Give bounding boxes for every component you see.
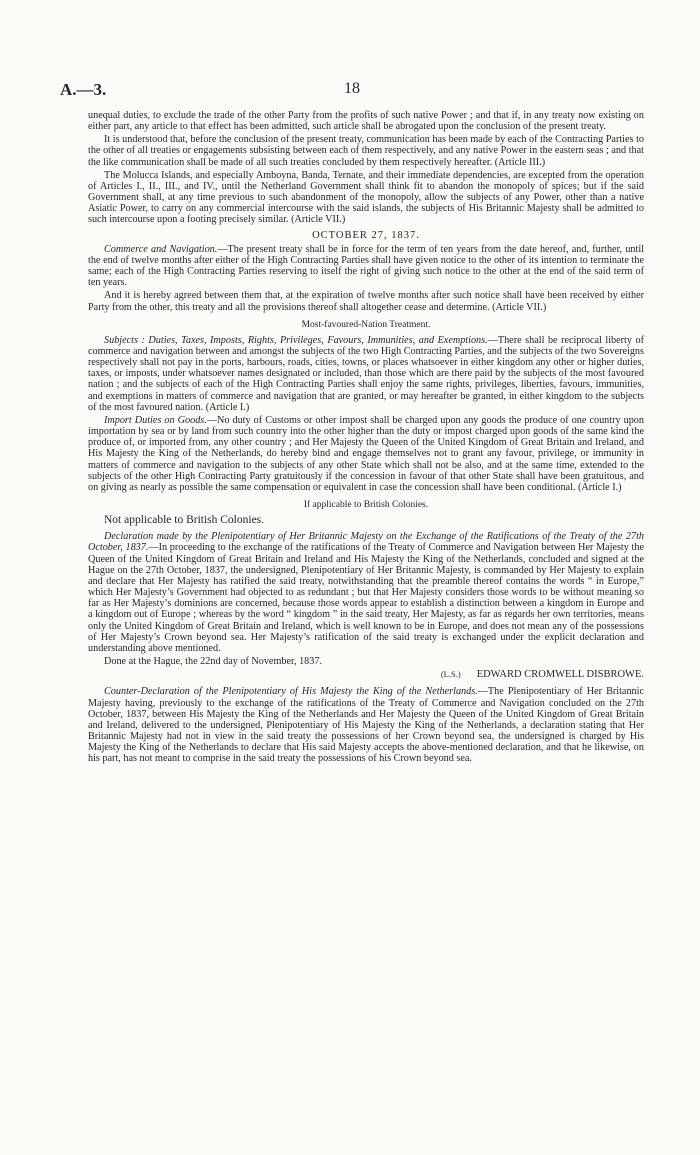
declaration-lead: Declaration made by the Plenipotentiary of Her Britannic Majesty on the Exchange of the Ratifications of the Treaty of the 27th October, 1837.	[88, 531, 644, 554]
paragraph-done-at: Done at the Hague, the 22nd day of November, 1837.	[104, 656, 322, 668]
document-reference: A.—3.	[60, 80, 107, 99]
section-heading-colonies: If applicable to British Colonies.	[303, 500, 429, 510]
subjects-lead: Subjects : Duties, Taxes, Imposts, Rights, Privileges, Favours, Immunities, and Exemptions.	[104, 334, 488, 346]
seal-mark: (L.S.)	[440, 669, 461, 680]
paragraph-continuation: unequal duties, to exclude the trade of the other Party from the profits of such native Power ; and that if, in any treaty now existing on either part, any article to that effect has been admitted, such article shall be abrogated upon the conclusion of the present treaty.	[88, 110, 644, 133]
page-header	[60, 80, 640, 104]
paragraph-commerce-navigation	[88, 244, 644, 289]
counter-declaration-lead: Counter-Declaration of the Plenipotentiary of His Majesty the King of the Netherlands.	[104, 686, 478, 698]
commerce-lead: Commerce and Navigation.	[104, 243, 218, 255]
paragraph-molucca: The Molucca Islands, and especially Amboyna, Banda, Ternate, and their immediate dependencies, are excepted from the operation of Articles I., II., III., and IV., until the Netherland Government shall think fit to abandon the monopoly of spices; but if the said Government shall, at any time previous to such abandonment of the monopoly, allow the subjects of any Power, other than a native Asiatic Power, to carry on any commercial intercourse with the said islands, the subjects of His Britannic Majesty shall be admitted to such intercourse upon a footing precisely similar. (Article VII.)	[88, 169, 644, 226]
counter-declaration-text: —The Plenipotentiary of Her Britannic Majesty having, previously to the exchange of the ratifications of the Treaty of Commerce and Navigation concluded on the 27th October, 1837, between His Majesty the King of the Netherlands and Her Majesty the Queen of the United Kingdom of Great Britain and Ireland, delivered to the undersigned, Plenipotentiary of His Majesty the King of the Netherlands, a declaration stating that Her Britannic Majesty had not in view in the said treaty the possessions of her Crown beyond sea, the undersigned is charged by His Majesty the King of the Netherlands to declare that His said Majesty accepts the above-mentioned declaration, and that he likewise, on his part, has not meant to comprise in the said treaty the possessions of his Crown beyond sea.	[88, 686, 644, 765]
import-lead: Import Duties on Goods.	[104, 414, 207, 426]
signatory-name: EDWARD CROMWELL DISBROWE.	[476, 669, 644, 681]
page-body	[88, 110, 644, 766]
paragraph-import-duties	[88, 415, 644, 493]
paragraph-expiration: And it is hereby agreed between them that, at the expiration of twelve months after such notice shall have been received by either Party from the other, this treaty and all the provisions thereof shall altogether cease and determine. (Article VII.)	[88, 290, 644, 313]
section-heading-mfn: Most-favoured-Nation Treatment.	[301, 319, 431, 330]
subjects-text: —There shall be reciprocal liberty of commerce and navigation between and amongst the subjects of the two High Contracting Parties, and the subjects of the two Sovereigns respectively shall not pay in the ports, harbours, roads, cities, towns, or places whatsoever in either kingdom any other or higher duties, taxes, or imposts, under whatsoever names designated or included, than those which are there paid by the subjects of the most favoured nation ; and the subjects of each of the High Contracting Parties shall enjoy the same rights, privileges, liberties, favours, immunities, and exemptions in matters of commerce and navigation that are granted, or may hereafter be granted, in either kingdom to the subjects of the most favoured nation. (Article I.)	[88, 334, 644, 413]
signature-line	[88, 669, 644, 680]
paragraph-counter-declaration	[88, 686, 644, 764]
paragraph-communication: It is understood that, before the conclusion of the present treaty, communication has been made by each of the Contracting Parties to the other of all treaties or engagements subsisting between each of them respectively, and any native Power in the eastern seas ; and that the like communication shall be made of all such treaties concluded by them respectively hereafter. (Article III.)	[88, 134, 644, 168]
commerce-text: —The present treaty shall be in force for the term of ten years from the date hereof, and, further, until the end of twelve months after either of the High Contracting Parties shall have given notice to the other of its intention to terminate the same; each of the High Contracting Parties reserving to itself the right of giving such notice to the other at the end of the said term of ten years.	[88, 243, 645, 289]
import-text: —No duty of Customs or other impost shall be charged upon any goods the produce of one country upon importation by sea or by land from such country into the other higher than the duty or impost charged upon goods of the same kind the produce of, or imported from, any other country ; and Her Majesty the Queen of the United Kingdom of Great Britain and Ireland, and His Majesty the King of the Netherlands, do hereby bind and engage themselves not to grant any favour, privilege, or immunity in matters of commerce and navigation to the subjects of any other State which shall not be also, and at the same time, extended to the subjects of the other High Contracting Party gratuitously if the concession in favour of that other State shall have been gratuitous, and on giving as nearly as possible the same compensation or equivalent in case the concession shall have been conditional. (Article I.)	[88, 414, 644, 493]
paragraph-subjects	[88, 335, 644, 413]
paragraph-declaration	[88, 531, 644, 654]
declaration-text: —In proceeding to the exchange of the ratifications of the Treaty of Commerce and Navigation between Her Majesty the Queen of the United Kingdom of Great Britain and Ireland and His Majesty the King of the Netherlands, concluded and signed at the Hague on the 27th October, 1837, the undersigned, Plenipotentiary of Her Britannic Majesty, is commanded by Her Majesty to explain and declare that Her Majesty has ratified the said treaty, notwithstanding that the preamble thereof contains the words “ in Europe,” which Her Majesty’s Government had objected to as redundant ; but that Her Majesty considers those words to be without meaning so far as Her Majesty’s dominions are concerned, because those words appear to establish a distinction between a kingdom in Europe and a kingdom out of Europe ; whereas by the word “ kingdom ” in the said treaty, Her Majesty, as far as regards her own territories, means only the United Kingdom of Great Britain and Ireland, which is well known to be in Europe, and does not mean any of the possessions of Her Majesty’s Crown beyond sea. Her Majesty’s ratification of the said treaty is exchanged under the explicit declaration and understanding above mentioned.	[88, 542, 644, 654]
not-applicable-note: Not applicable to British Colonies.	[104, 514, 265, 527]
treaty-date: OCTOBER 27, 1837.	[312, 229, 420, 241]
page-number: 18	[344, 80, 360, 97]
